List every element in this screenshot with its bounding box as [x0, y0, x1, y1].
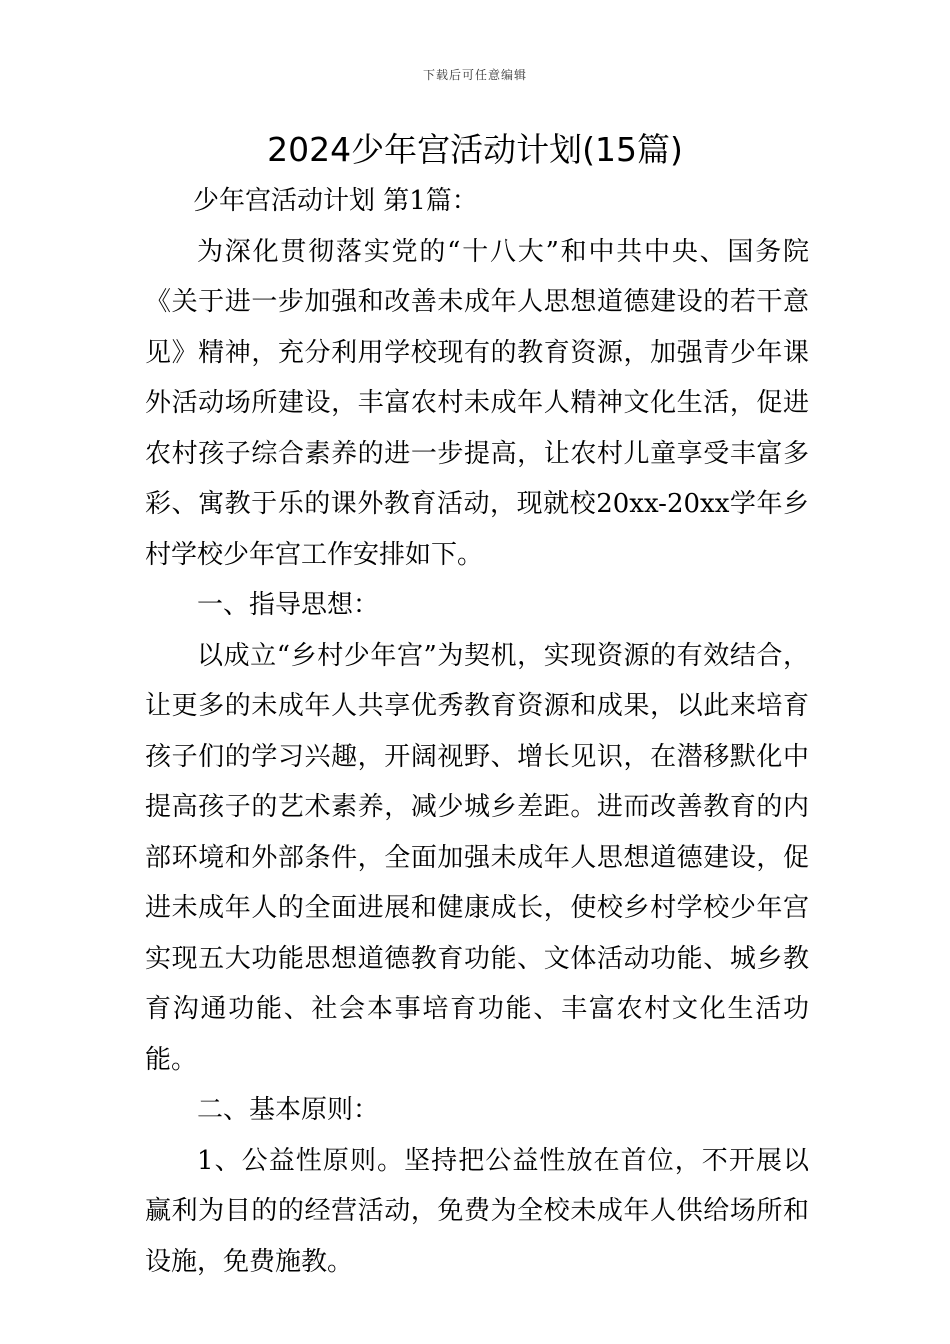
paragraph-principle-1: 1、公益性原则。坚持把公益性放在首位，不开展以赢利为目的的经营活动，免费为全校未成年人供给场所和设施，免费施教。 [145, 1145, 809, 1277]
document-title: 2024少年宫活动计划(15篇) [267, 130, 683, 169]
section-heading-guiding-ideology: 一、指导思想： [197, 590, 380, 620]
header-note: 下载后可任意编辑 [422, 68, 527, 82]
paragraph-guiding-ideology: 以成立“乡村少年宫”为契机，实现资源的有效结合，让更多的未成年人共享优秀教育资源和成果，以此来培育孩子们的学习兴趣，开阔视野、增长见识，在潜移默化中提高孩子的艺术素养，减少城乡差距。进而改善教育的内部环境和外部条件，全面加强未成年人思想道德建设，促进未成年人的全面进展和健康成长，使校乡村学校少年宫实现五大功能思想道德教育功能、文体活动功能、城乡教育沟通功能、社会本事培育功能、丰富农村文化生活功能。 [145, 640, 809, 1075]
document-body [145, 176, 809, 1287]
section-heading-basic-principles: 二、基本原则： [197, 1095, 380, 1125]
paragraph-intro: 为深化贯彻落实党的“十八大”和中共中央、国务院《关于进一步加强和改善未成年人思想道德建设的若干意见》精神，充分利用学校现有的教育资源，加强青少年课外活动场所建设，丰富农村未成年人精神文化生活，促进农村孩子综合素养的进一步提高，让农村儿童享受丰富多彩、寓教于乐的课外教育活动，现就校20xx-20xx学年乡村学校少年宫工作安排如下。 [145, 236, 809, 570]
section-heading-part1: 少年宫活动计划 第1篇： [193, 186, 478, 216]
